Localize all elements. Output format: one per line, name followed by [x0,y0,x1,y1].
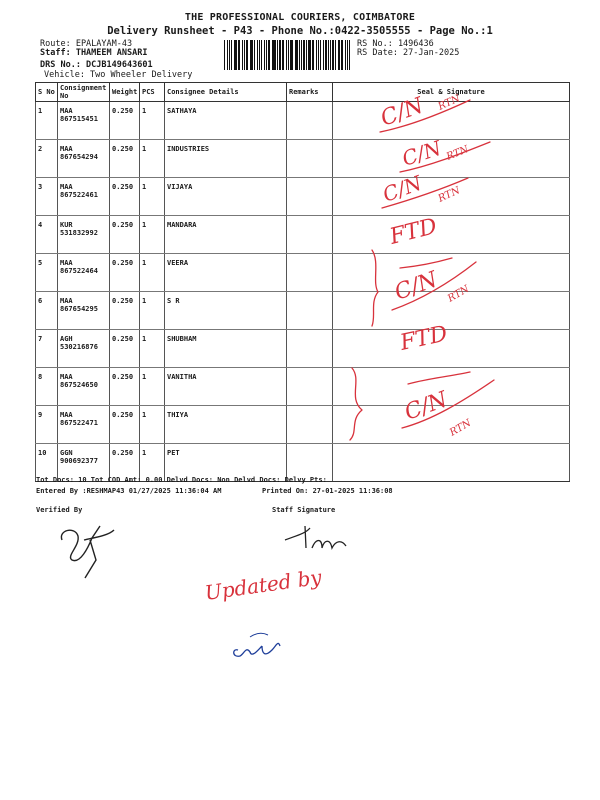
barcode-bar [261,40,262,70]
cell-seal [333,406,570,444]
barcode-bar [224,40,225,70]
cell-consignment: MAA 867524650 [58,368,110,406]
cell-consignee: SATHAYA [165,102,287,140]
cell-sno: 2 [36,140,58,178]
col-header-sno: S No [36,83,58,102]
cell-consignee: MANDARA [165,216,287,254]
barcode-bar [332,40,334,70]
ftd-mark: FTD [398,321,450,356]
barcode-bar [330,40,331,70]
cell-pcs: 1 [140,254,165,292]
cn-mark: C/N [391,267,441,306]
cell-consignee: VANITHA [165,368,287,406]
cell-seal [333,254,570,292]
col-header-consignee: Consignee Details [165,83,287,102]
table-row [36,102,570,140]
vehicle-label: Vehicle: Two Wheeler Delivery [44,70,193,80]
cell-sno: 5 [36,254,58,292]
rs-number: RS No.: 1496436 [357,39,434,49]
cell-pcs: 1 [140,178,165,216]
cell-pcs: 1 [140,444,165,482]
barcode-bar [279,40,280,70]
barcode-bar [264,40,265,70]
rtn-mark: RTN [436,185,462,205]
col-header-pcs: PCS [140,83,165,102]
table-row [36,178,570,216]
cell-consignment: AGH 530216876 [58,330,110,368]
cell-pcs: 1 [140,102,165,140]
barcode-bar [301,40,302,70]
cell-weight: 0.250 [110,178,140,216]
cell-consignee: PET [165,444,287,482]
cell-consignee: INDUSTRIES [165,140,287,178]
cell-consignee: S R [165,292,287,330]
barcode [224,40,352,70]
cell-remarks [287,406,333,444]
cell-pcs: 1 [140,406,165,444]
drs-number: DRS No.: DCJB149643601 [40,60,153,70]
barcode-bar [282,40,283,70]
barcode-bar [328,40,329,70]
blue-initials [234,643,280,656]
cell-consignee: THIYA [165,406,287,444]
staff-signature [285,526,346,548]
cell-consignee: SHUBHAM [165,330,287,368]
totals-line: Tot Docs: 10 Tot COD Amt: 0.00 Delvd Docs: Non Delvd Docs: Delvy Pts: [36,476,327,484]
rtn-mark: RTN [446,283,472,305]
cell-weight: 0.250 [110,102,140,140]
barcode-bar [272,40,273,70]
cell-sno: 7 [36,330,58,368]
cell-weight: 0.250 [110,140,140,178]
cell-sno: 10 [36,444,58,482]
barcode-bar [273,40,275,70]
cell-weight: 0.250 [110,216,140,254]
barcode-bar [296,40,297,70]
cell-remarks [287,254,333,292]
table-row [36,216,570,254]
cell-seal [333,178,570,216]
barcode-bar [283,40,284,70]
barcode-bar [345,40,346,70]
cell-seal [333,292,570,330]
col-header-seal: Seal & Signature [333,83,570,102]
verified-by-label: Verified By [36,506,83,514]
cell-weight: 0.250 [110,444,140,482]
barcode-bar [349,40,350,70]
cell-weight: 0.250 [110,330,140,368]
cell-remarks [287,102,333,140]
table-row [36,406,570,444]
cell-consignment: GGN 900692377 [58,444,110,482]
barcode-bar [290,40,292,70]
cell-consignment: MAA 867522461 [58,178,110,216]
barcode-bar [312,40,313,70]
cell-weight: 0.250 [110,406,140,444]
cn-mark: C/N [379,170,425,207]
barcode-bar [295,40,296,70]
barcode-bar [257,40,258,70]
document-subtitle: Delivery Runsheet - P43 - Phone No.:0422-3505555 - Page No.:1 [107,25,493,37]
barcode-bar [320,40,321,70]
barcode-bar [308,40,310,70]
runsheet-table [35,82,570,482]
barcode-bar [341,40,342,70]
cell-consignment: MAA 867522464 [58,254,110,292]
cell-consignment: MAA 867654294 [58,140,110,178]
cell-remarks [287,292,333,330]
table-row [36,330,570,368]
ftd-mark: FTD [387,214,440,250]
cell-seal [333,216,570,254]
cell-remarks [287,216,333,254]
barcode-bar [246,40,247,70]
cell-seal [333,444,570,482]
cell-consignment: MAA 867522471 [58,406,110,444]
col-header-remarks: Remarks [287,83,333,102]
cell-seal [333,368,570,406]
updated-by-text: Updated by [203,564,324,605]
barcode-bar [250,40,251,70]
cell-sno: 3 [36,178,58,216]
col-header-consignment: Consignment No [58,83,110,102]
barcode-bar [323,40,324,70]
cell-pcs: 1 [140,292,165,330]
barcode-bar [313,40,314,70]
cell-seal [333,102,570,140]
barcode-bar [266,40,267,70]
barcode-bar [242,40,243,70]
barcode-bar [299,40,300,70]
cell-weight: 0.250 [110,368,140,406]
barcode-bar [277,40,278,70]
cell-sno: 9 [36,406,58,444]
cell-weight: 0.250 [110,254,140,292]
barcode-bar [259,40,260,70]
barcode-bar [347,40,348,70]
cell-consignment: MAA 867515451 [58,102,110,140]
entered-by: Entered By :RESHMAP43 01/27/2025 11:36:04 AM [36,487,222,495]
table-header-row [36,83,570,102]
col-header-weight: Weight [110,83,140,102]
cell-seal [333,330,570,368]
staff-signature-label: Staff Signature [272,506,336,514]
cell-weight: 0.250 [110,292,140,330]
table-row [36,140,570,178]
cell-pcs: 1 [140,140,165,178]
cell-consignee: VEERA [165,254,287,292]
cell-pcs: 1 [140,216,165,254]
cell-pcs: 1 [140,368,165,406]
cn-mark: C/N [401,387,451,426]
document-title: THE PROFESSIONAL COURIERS, COIMBATORE [184,12,416,23]
barcode-bar [338,40,339,70]
barcode-bar [254,40,255,70]
barcode-bar [238,40,239,70]
barcode-bar [303,40,304,70]
cell-sno: 6 [36,292,58,330]
barcode-bar [251,40,253,70]
cell-sno: 8 [36,368,58,406]
barcode-bar [306,40,307,70]
cell-sno: 1 [36,102,58,140]
table-row [36,292,570,330]
barcode-bar [318,40,319,70]
route-label: Route: EPALAYAM-43 [40,39,133,49]
barcode-bar [316,40,317,70]
barcode-bar [229,40,230,70]
rtn-mark: RTN [436,93,462,113]
staff-label: Staff: THAMEEM ANSARI [40,48,148,58]
printed-on: Printed On: 27-01-2025 11:36:08 [262,487,393,495]
cell-sno: 4 [36,216,58,254]
barcode-bar [268,40,269,70]
barcode-bar [288,40,289,70]
rtn-mark: RTN [445,144,471,163]
barcode-bar [335,40,336,70]
barcode-bar [244,40,245,70]
cell-consignee: VIJAYA [165,178,287,216]
cell-remarks [287,178,333,216]
cell-pcs: 1 [140,330,165,368]
verified-signature [61,526,114,578]
rs-date: RS Date: 27-Jan-2025 [357,48,460,58]
cn-mark: C/N [399,135,445,171]
barcode-bar [231,40,232,70]
table-row [36,368,570,406]
cell-consignment: KUR 531832992 [58,216,110,254]
cell-seal [333,140,570,178]
cell-consignment: MAA 867654295 [58,292,110,330]
cell-remarks [287,140,333,178]
cell-remarks [287,368,333,406]
barcode-bar [342,40,343,70]
barcode-bar [227,40,228,70]
cell-remarks [287,330,333,368]
rtn-mark: RTN [448,417,474,439]
table-row [36,254,570,292]
barcode-bar [325,40,326,70]
cn-mark: C/N [377,93,427,132]
barcode-bar [234,40,236,70]
barcode-bar [239,40,240,70]
barcode-bar [286,40,287,70]
